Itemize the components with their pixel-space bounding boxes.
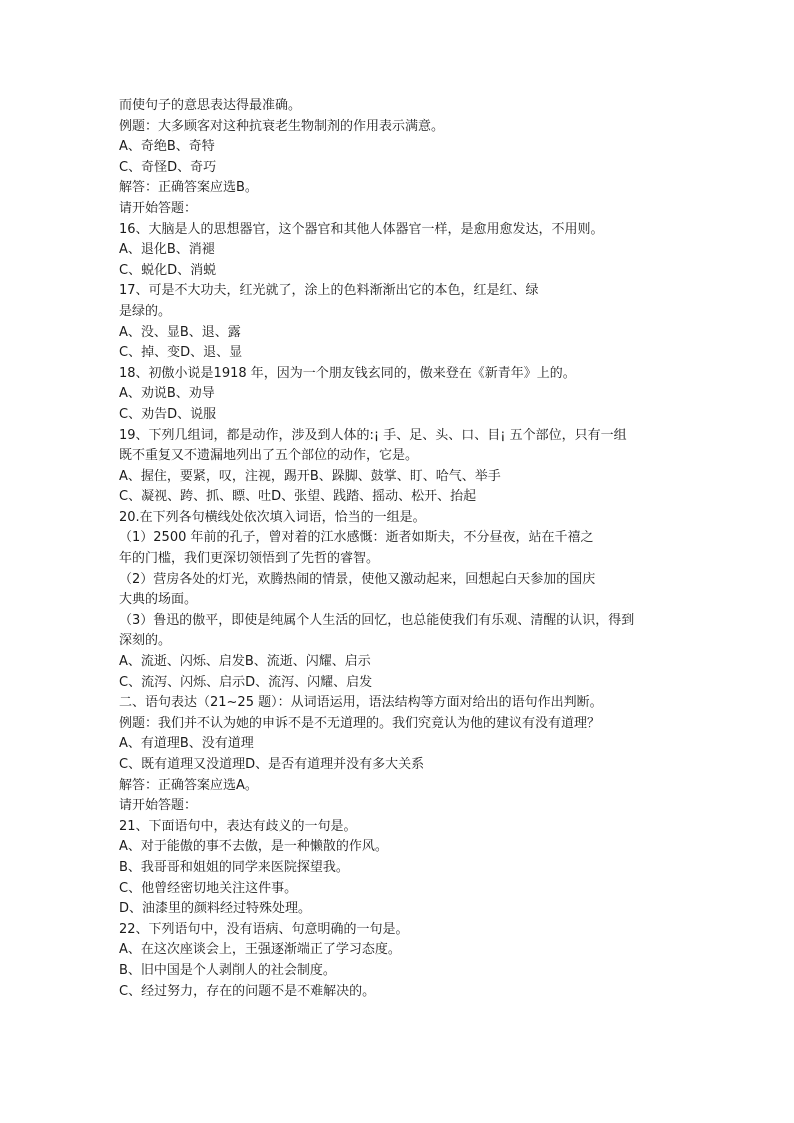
text-line: A、有道理B、没有道理 [119,736,254,752]
text-line: A、在这次座谈会上，王强逐渐端正了学习态度。 [119,942,401,958]
text-line: 20.在下列各句横线处依次填入词语，恰当的一组是。 [119,509,426,525]
text-line: 17、可是不大功夫，红光就了，涂上的色料渐渐出它的本色，红是红、绿 [119,283,539,299]
text-line: C、奇怪D、奇巧 [119,159,217,175]
text-line: B、旧中国是个人剥削人的社会制度。 [119,962,336,978]
text-line: C、他曾经密切地关注这件事。 [119,880,298,896]
text-line: A、劝说B、劝导 [119,386,215,402]
text-line: 解答：正确答案应选B。 [119,180,258,196]
text-line: 18、初傲小说是1918 年，因为一个朋友钱玄同的，傲来登在《新青年》上的。 [119,365,576,381]
text-line: 二、语句表达（21~25 题）：从词语运用，语法结构等方面对给出的语句作出判断。 [119,695,603,711]
text-line: 16、大脑是人的思想器官，这个器官和其他人体器官一样，是愈用愈发达，不用则。 [119,221,604,237]
text-line: A、奇绝B、奇特 [119,139,215,155]
text-line: （2）营房各处的灯光，欢腾热闹的情景，使他又激动起来，回想起白天参加的国庆 [119,571,596,587]
text-line: C、蜕化D、消蜕 [119,262,217,278]
text-line: 请开始答题： [119,798,198,814]
text-line: D、油漆里的颜料经过特殊处理。 [119,901,312,917]
text-line: 年的门槛，我们更深切领悟到了先哲的睿智。 [119,551,380,567]
document-body [119,96,679,1002]
text-line: （1）2500 年前的孔子，曾对着的江水感慨：逝者如斯夫，不分昼夜，站在千禧之 [119,530,594,546]
text-line: 深刻的。 [119,633,172,649]
text-line: C、掉、变D、退、显 [119,345,243,361]
text-line: C、凝视、跨、抓、瞟、吐D、张望、践踏、摇动、松开、抬起 [119,489,477,505]
text-line: B、我哥哥和姐姐的同学来医院探望我。 [119,859,349,875]
text-line: A、退化B、消褪 [119,242,215,258]
text-line: 22、下列语句中，没有语病、句意明确的一句是。 [119,921,409,937]
text-line: 21、下面语句中，表达有歧义的一句是。 [119,818,357,834]
text-line: 解答：正确答案应选A。 [119,777,258,793]
text-line: 既不重复又不遗漏地列出了五个部位的动作，它是。 [119,448,419,464]
text-line: 是绿的。 [119,303,172,319]
text-line: 例题：大多顾客对这种抗衰老生物制剂的作用表示满意。 [119,118,445,134]
text-line: A、流逝、闪烁、启发B、流逝、闪耀、启示 [119,654,371,670]
text-line: C、既有道理又没道理D、是否有道理并没有多大关系 [119,757,425,772]
text-line: 19、下列几组词，都是动作，涉及到人体的:¡ 手、足、头、口、目¡ 五个部位，只有一组 [119,427,627,443]
text-line: 例题：我们并不认为她的申诉不是不无道理的。我们究竟认为他的建议有没有道理？ [119,715,601,731]
text-line: C、经过努力，存在的问题不是不难解决的。 [119,983,376,999]
text-line: C、劝告D、说服 [119,406,217,422]
text-line: A、没、显B、退、露 [119,324,241,340]
text-line: A、握住，要紧，叹，注视，踢开B、跺脚、鼓掌、盯、哈气、举手 [119,468,501,484]
text-line: 而使句子的意思表达得最准确。 [119,98,302,113]
text-line: 请开始答题： [119,200,198,216]
text-line: C、流泻、闪烁、启示D、流泻、闪耀、启发 [119,674,373,690]
text-line: 大典的场面。 [119,592,198,608]
text-line: （3）鲁迅的傲平，即使是纯属个人生活的回忆，也总能使我们有乐观、清醒的认识，得到 [119,612,635,628]
text-line: A、对于能傲的事不去傲，是一种懒散的作风。 [119,839,388,855]
